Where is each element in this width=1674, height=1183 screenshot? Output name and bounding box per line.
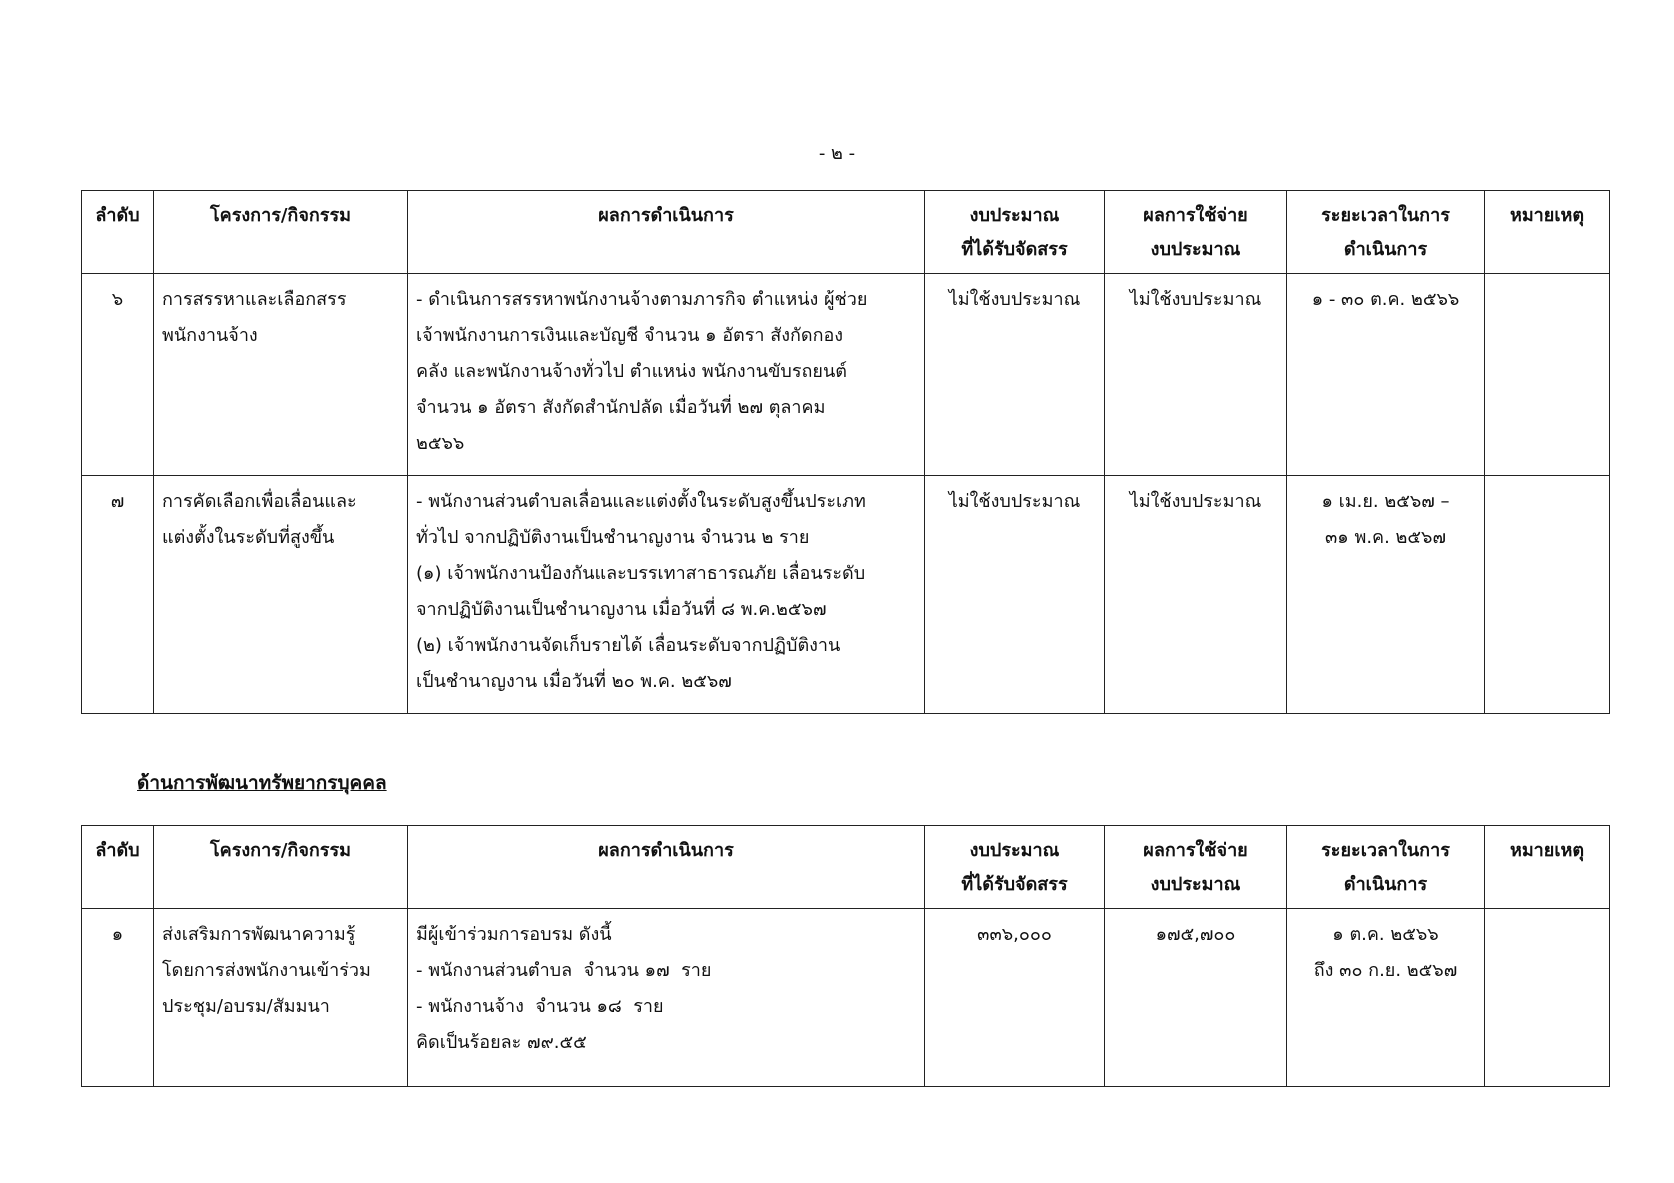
cell-order: ๖ <box>82 274 154 476</box>
cell-remark <box>1485 476 1610 714</box>
cell-project: การสรรหาและเลือกสรร พนักงานจ้าง <box>154 274 408 476</box>
header-spending: ผลการใช้จ่าย งบประมาณ <box>1105 191 1287 274</box>
cell-budget: ไม่ใช้งบประมาณ <box>925 476 1105 714</box>
cell-budget: ไม่ใช้งบประมาณ <box>925 274 1105 476</box>
header-result: ผลการดำเนินการ <box>408 826 925 909</box>
header-order: ลำดับ <box>82 826 154 909</box>
header-budget: งบประมาณ ที่ได้รับจัดสรร <box>925 826 1105 909</box>
page-number: - ๒ - <box>818 143 856 164</box>
header-order: ลำดับ <box>82 191 154 274</box>
cell-spending: ไม่ใช้งบประมาณ <box>1105 274 1287 476</box>
cell-duration: ๑ - ๓๐ ต.ค. ๒๕๖๖ <box>1287 274 1485 476</box>
cell-project: การคัดเลือกเพื่อเลื่อนและ แต่งตั้งในระดับที่สูงขึ้น <box>154 476 408 714</box>
header-duration: ระยะเวลาในการ ดำเนินการ <box>1287 191 1485 274</box>
cell-spending: ๑๗๕,๗๐๐ <box>1105 909 1287 1087</box>
table-header-row <box>82 191 1610 274</box>
human-resource-development-table <box>81 825 1610 1087</box>
cell-project: ส่งเสริมการพัฒนาความรู้ โดยการส่งพนักงานเข้าร่วม ประชุม/อบรม/สัมมนา <box>154 909 408 1087</box>
table-header-row <box>82 826 1610 909</box>
header-budget: งบประมาณ ที่ได้รับจัดสรร <box>925 191 1105 274</box>
cell-result: - พนักงานส่วนตำบลเลื่อนและแต่งตั้งในระดับสูงขึ้นประเภท ทั่วไป จากปฏิบัติงานเป็นชำนาญงาน จำนวน ๒ ราย (๑) เจ้าพนักงานป้องกันและบรรเทาสาธารณภัย เลื่อนระดับ จากปฏิบัติงานเป็นชำนาญงาน เมื่อวันที่ ๘ พ.ค.๒๕๖๗ (๒) เจ้าพนักงานจัดเก็บรายได้ เลื่อนระดับจากปฏิบัติงาน เป็นชำนาญงาน เมื่อวันที่ ๒๐ พ.ค. ๒๕๖๗ <box>408 476 925 714</box>
cell-order: ๗ <box>82 476 154 714</box>
header-project: โครงการ/กิจกรรม <box>154 826 408 909</box>
header-project: โครงการ/กิจกรรม <box>154 191 408 274</box>
header-result: ผลการดำเนินการ <box>408 191 925 274</box>
cell-duration: ๑ ต.ค. ๒๕๖๖ ถึง ๓๐ ก.ย. ๒๕๖๗ <box>1287 909 1485 1087</box>
cell-order: ๑ <box>82 909 154 1087</box>
cell-remark <box>1485 274 1610 476</box>
cell-budget: ๓๓๖,๐๐๐ <box>925 909 1105 1087</box>
header-remark: หมายเหตุ <box>1485 191 1610 274</box>
personnel-recruitment-table <box>81 190 1610 714</box>
cell-remark <box>1485 909 1610 1087</box>
cell-result: - ดำเนินการสรรหาพนักงานจ้างตามภารกิจ ตำแหน่ง ผู้ช่วย เจ้าพนักงานการเงินและบัญชี จำนวน ๑ อัตรา สังกัดกอง คลัง และพนักงานจ้างทั่วไป ตำแหน่ง พนักงานขับรถยนต์ จำนวน ๑ อัตรา สังกัดสำนักปลัด เมื่อวันที่ ๒๗ ตุลาคม ๒๕๖๖ <box>408 274 925 476</box>
table-row <box>82 909 1610 1087</box>
section-heading: ด้านการพัฒนาทรัพยากรบุคคล <box>137 772 387 794</box>
cell-duration: ๑ เม.ย. ๒๕๖๗ – ๓๑ พ.ค. ๒๕๖๗ <box>1287 476 1485 714</box>
table-row <box>82 476 1610 714</box>
header-spending: ผลการใช้จ่าย งบประมาณ <box>1105 826 1287 909</box>
header-remark: หมายเหตุ <box>1485 826 1610 909</box>
cell-spending: ไม่ใช้งบประมาณ <box>1105 476 1287 714</box>
table-row <box>82 274 1610 476</box>
cell-result: มีผู้เข้าร่วมการอบรม ดังนี้ - พนักงานส่วนตำบล จำนวน ๑๗ ราย - พนักงานจ้าง จำนวน ๑๘ ราย คิดเป็นร้อยละ ๗๙.๕๕ <box>408 909 925 1087</box>
header-duration: ระยะเวลาในการ ดำเนินการ <box>1287 826 1485 909</box>
